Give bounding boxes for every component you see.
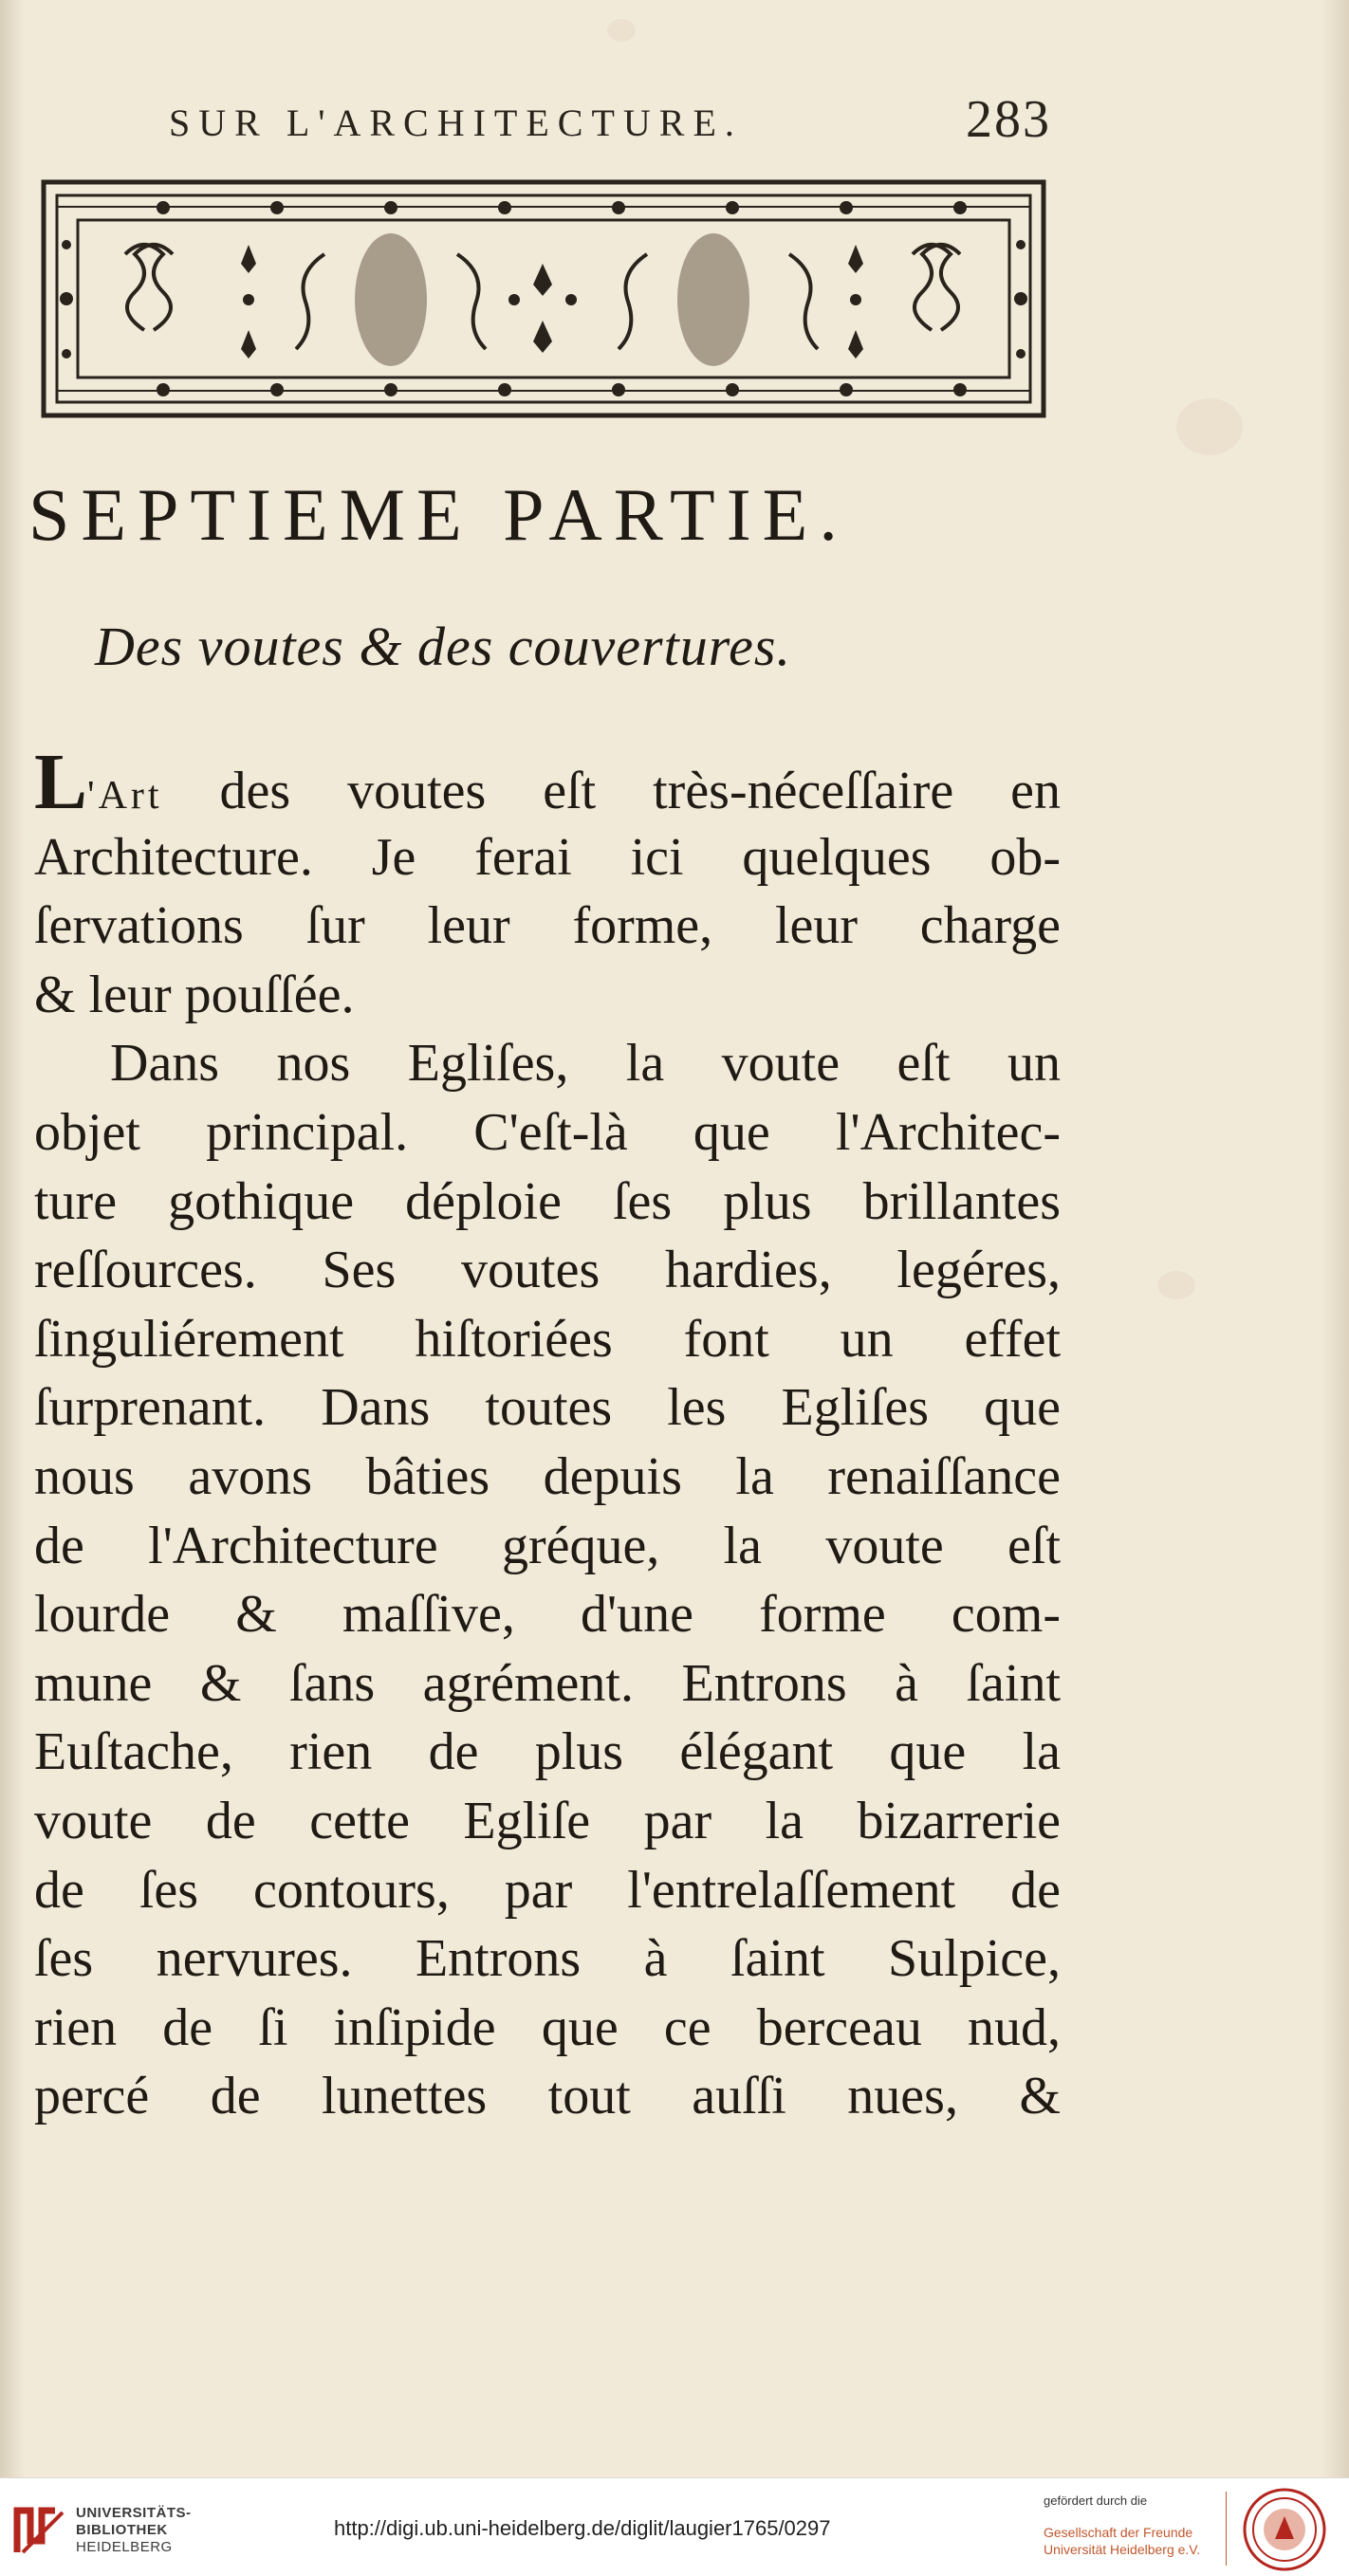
text-line: de ſes contours, par l'entrelaſſement de [34, 1860, 1061, 1920]
paper-stain [607, 19, 636, 42]
sponsor-name-line: Gesellschaft der Freunde [1044, 2525, 1193, 2540]
text-line: ſinguliérement hiſtoriées font un effet [34, 1309, 1061, 1369]
text-line: mune & ſans agrément. Entrons à ſaint [34, 1653, 1061, 1713]
permalink-url[interactable]: http://digi.ub.uni-heidelberg.de/diglit/laugier1765/0297 [334, 2516, 831, 2540]
text-line: Dans nos Egliſes, la voute eſt un [110, 1034, 1061, 1094]
drop-cap: L [34, 738, 88, 826]
running-head-title: SUR L'ARCHITECTURE. [169, 101, 743, 144]
sponsor-divider [1226, 2492, 1227, 2566]
text-line: nous avons bâties depuis la renaiſſance [34, 1446, 1061, 1506]
paper-stain [1176, 398, 1243, 455]
page-number: 283 [966, 90, 1051, 149]
viewer-footer [0, 2477, 1349, 2576]
sponsor-note: gefördert durch die [1044, 2493, 1148, 2508]
line-text: des voutes eſt très-néceſſaire en [219, 762, 1061, 820]
library-logo-icon[interactable] [13, 2503, 66, 2556]
part-title: SEPTIEME PARTIE. [28, 473, 849, 556]
text-line: voute de cette Egliſe par la bizarrerie [34, 1791, 1061, 1850]
sponsor-name-line: Universität Heidelberg e.V. [1044, 2542, 1201, 2557]
university-seal-icon[interactable] [1243, 2488, 1326, 2571]
text-line: Architecture. Je ferai ici quelques ob- [34, 827, 1061, 887]
rosette-row [60, 201, 1027, 396]
library-name[interactable] [76, 2505, 192, 2556]
text-line: de l'Architecture gréque, la voute eſt [34, 1516, 1061, 1575]
library-name-line: BIBLIOTHEK [76, 2522, 168, 2538]
text-line [34, 738, 1061, 826]
text-line: lourde & maſſive, d'une forme com- [34, 1585, 1061, 1645]
fleur-motifs [241, 245, 863, 359]
library-name-line: UNIVERSITÄTS- [76, 2505, 192, 2521]
body-text [34, 738, 1061, 2131]
lattice-panels [355, 233, 749, 366]
text-line: ſurprenant. Dans toutes les Egliſes que [34, 1378, 1061, 1438]
text-line: & leur pouſſée. [34, 965, 355, 1024]
text-line: ture gothique déploie ſes plus brillantes [34, 1171, 1061, 1231]
decorative-headpiece [40, 178, 1047, 419]
sponsor-name[interactable] [1044, 2524, 1200, 2558]
text-line: Euſtache, rien de plus élégant que la [34, 1722, 1061, 1782]
text-line: ſervations ſur leur forme, leur charge [34, 896, 1061, 956]
text-line: ſes nervures. Entrons à ſaint Sulpice, [34, 1929, 1061, 1989]
text-line: reſſources. Ses voutes hardies, legéres, [34, 1241, 1061, 1300]
text-line: rien de ſi inſipide que ce berceau nud, [34, 1997, 1061, 2057]
running-head [169, 90, 1051, 150]
part-subtitle: Des voutes & des couvertures. [95, 616, 791, 677]
text-line: objet principal. C'eſt-là que l'Architec- [34, 1102, 1061, 1162]
paper-stain [1157, 1271, 1195, 1299]
first-word: 'Art [87, 774, 163, 818]
library-name-line: HEIDELBERG [76, 2539, 173, 2555]
text-line: percé de lunettes tout auſſi nues, & [34, 2067, 1061, 2126]
